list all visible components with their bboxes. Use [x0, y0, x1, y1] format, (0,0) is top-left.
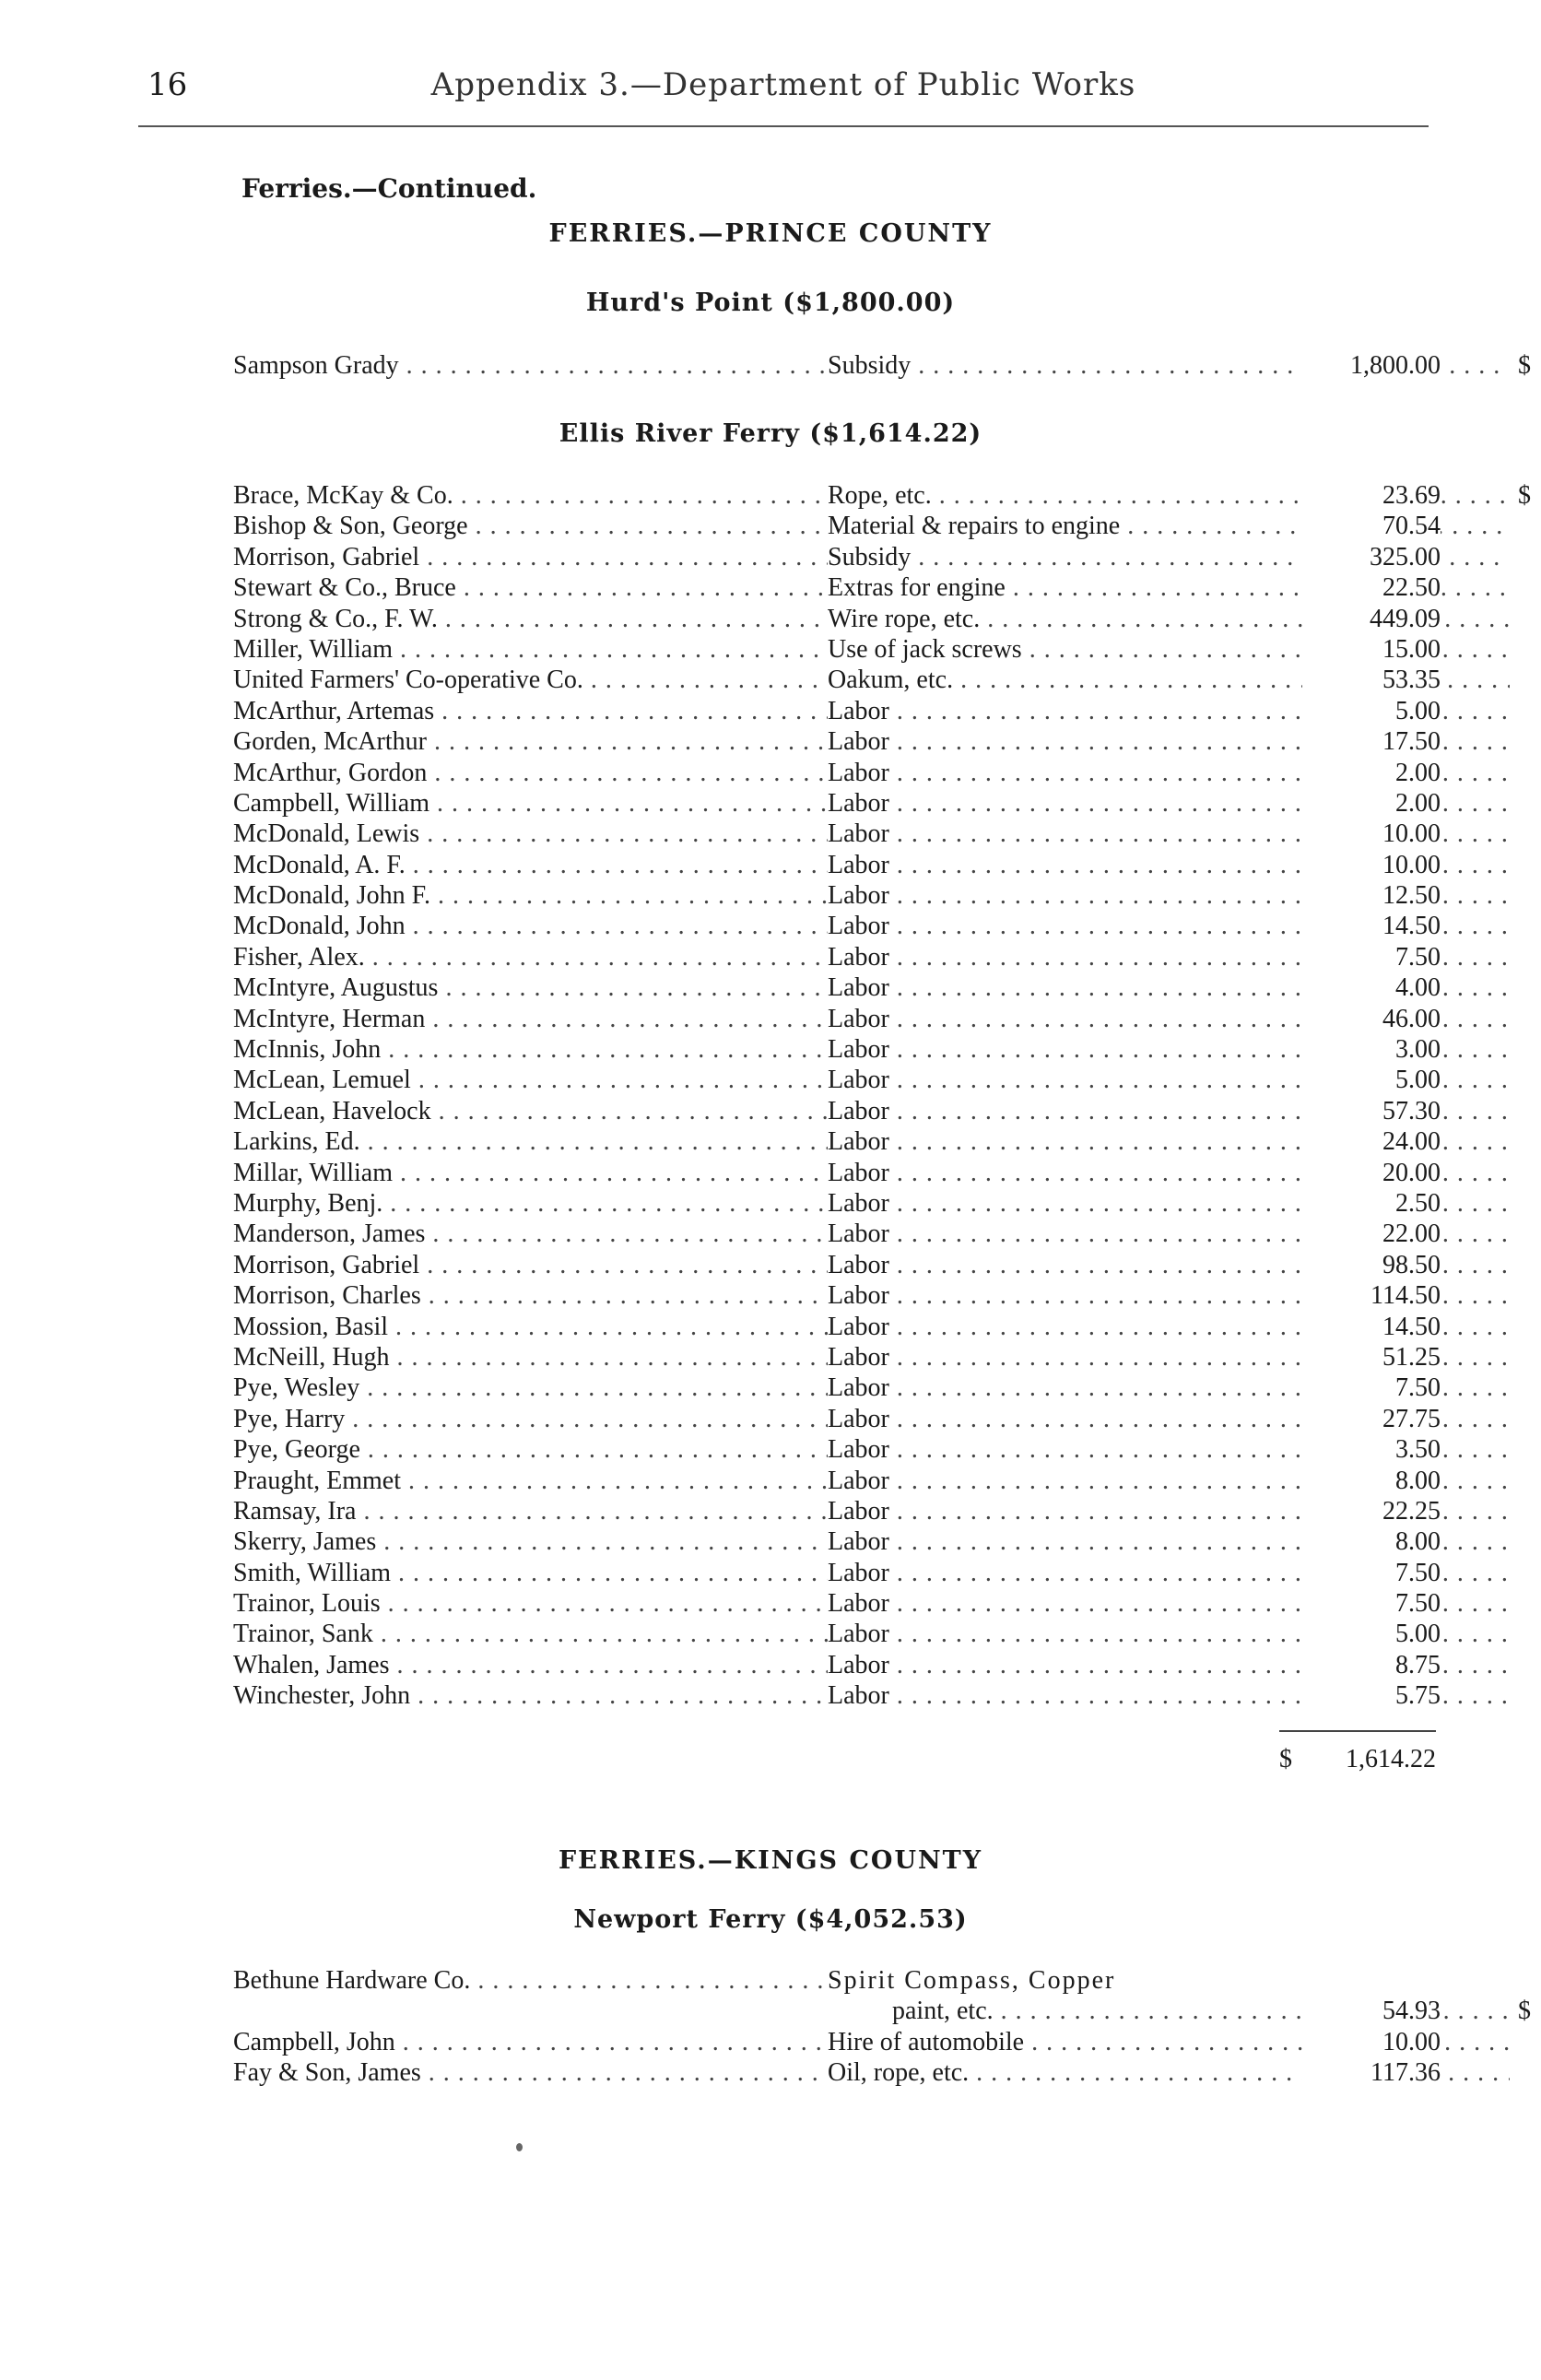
ledger-row [233, 851, 1441, 881]
amount: 7.50 [1302, 943, 1441, 972]
item-description: Labor . . . [828, 1467, 1510, 1496]
item-description: Labor . . . [828, 759, 1510, 788]
item-description: Labor . . . [828, 1313, 1510, 1342]
item-description: Subsidy . . . [828, 543, 1510, 572]
amount: 22.50 [1302, 573, 1441, 603]
payee-name: Winchester, John . . . [233, 1681, 828, 1711]
ledger-row [233, 605, 1441, 635]
amount: 23.69 [1302, 481, 1441, 511]
amount: 325.00 [1302, 543, 1441, 572]
amount: 12.50 [1302, 881, 1441, 911]
amount: 117.36 [1302, 2058, 1441, 2088]
amount: 2.00 [1302, 789, 1441, 819]
payee-name: McNeill, Hugh . . . [233, 1343, 828, 1373]
item-description: Use of jack screws . . . [828, 635, 1510, 665]
page-speck [516, 2143, 523, 2151]
amount: 1,800.00 [1302, 351, 1441, 381]
payee-name: Skerry, James . . . [233, 1527, 828, 1557]
amount: 5.00 [1302, 1066, 1441, 1095]
ledger-row [233, 1066, 1441, 1096]
item-description: Labor . . . [828, 727, 1510, 757]
amount: 22.00 [1302, 1219, 1441, 1249]
running-head: Appendix 3.—Department of Public Works [430, 66, 1136, 103]
ledger-row [233, 512, 1441, 542]
ledger-row [233, 1620, 1441, 1650]
amount: 5.75 [1302, 1681, 1441, 1711]
ledger-row [233, 573, 1441, 604]
item-description: Labor . . . [828, 1373, 1510, 1403]
payee-name: Fay & Son, James . . . [233, 2058, 828, 2088]
payee-name: McDonald, Lewis . . . [233, 819, 828, 849]
item-description-continued: paint, etc. . . . [892, 1997, 1510, 2026]
payee-name: McArthur, Artemas . . . [233, 697, 828, 726]
item-description: Labor . . . [828, 1589, 1510, 1619]
payee-name: Brace, McKay & Co. . . . [233, 481, 828, 511]
amount: 14.50 [1302, 1313, 1441, 1342]
ledger-row [233, 1127, 1441, 1158]
amount: 24.00 [1302, 1127, 1441, 1157]
item-description: Labor . . . [828, 1066, 1510, 1095]
item-description: Labor . . . [828, 1005, 1510, 1034]
ledger-row [233, 1497, 1441, 1527]
ledger-row [233, 2058, 1441, 2089]
payee-name: McLean, Lemuel . . . [233, 1066, 828, 1095]
currency-sign: $ [1514, 351, 1531, 381]
payee-name: McArthur, Gordon . . . [233, 759, 828, 788]
amount: 4.00 [1302, 973, 1441, 1003]
item-description: Labor . . . [828, 1497, 1510, 1526]
item-description: Labor . . . [828, 1651, 1510, 1680]
ledger-row [233, 635, 1441, 666]
amount: 53.35 [1302, 666, 1441, 695]
item-description: Rope, etc. . . . [828, 481, 1510, 511]
ledger-row [233, 1005, 1441, 1035]
amount: 7.50 [1302, 1589, 1441, 1619]
item-description: Labor . . . [828, 1343, 1510, 1373]
ledger-row [233, 481, 1531, 512]
item-description: Labor . . . [828, 1681, 1510, 1711]
ledger-row [233, 1966, 1441, 1997]
amount: 449.09 [1302, 605, 1441, 634]
amount: 10.00 [1302, 819, 1441, 849]
item-description: Labor . . . [828, 973, 1510, 1003]
payee-name: Pye, Wesley . . . [233, 1373, 828, 1403]
subsection-title-hurds-point: Hurd's Point ($1,800.00) [585, 289, 956, 317]
amount: 5.00 [1302, 697, 1441, 726]
ledger-row [233, 1651, 1441, 1681]
item-description: Oakum, etc. . . . [828, 666, 1510, 695]
amount: 8.00 [1302, 1467, 1441, 1496]
payee-name: McDonald, John . . . [233, 912, 828, 941]
item-description: Labor . . . [828, 1435, 1510, 1465]
payee-name: Praught, Emmet . . . [233, 1467, 828, 1496]
item-description: Labor . . . [828, 1251, 1510, 1280]
ellis-river-entries [233, 481, 1531, 1713]
ledger-row [233, 1589, 1441, 1620]
ledger-row [233, 1251, 1441, 1281]
payee-name: McLean, Havelock . . . [233, 1097, 828, 1126]
ledger-row [233, 1281, 1441, 1312]
amount: 10.00 [1302, 2028, 1441, 2057]
payee-name: Pye, George . . . [233, 1435, 828, 1465]
amount: 2.50 [1302, 1189, 1441, 1219]
amount: 51.25 [1302, 1343, 1441, 1373]
item-description: Labor . . . [828, 789, 1510, 819]
payee-name: Gorden, McArthur . . . [233, 727, 828, 757]
item-description: Labor . . . [828, 912, 1510, 941]
section-title-prince-county: FERRIES.—PRINCE COUNTY [548, 219, 993, 248]
payee-name: McInnis, John . . . [233, 1035, 828, 1065]
item-description: Wire rope, etc. . . . [828, 605, 1510, 634]
payee-name: Manderson, James . . . [233, 1219, 828, 1249]
item-description: Hire of automobile . . . [828, 2028, 1510, 2057]
item-description: Labor . . . [828, 1159, 1510, 1188]
payee-name: Bethune Hardware Co. . . . [233, 1966, 828, 1996]
amount: 114.50 [1302, 1281, 1441, 1311]
payee-name: Larkins, Ed. . . . [233, 1127, 828, 1157]
item-description: Labor . . . [828, 1559, 1510, 1588]
item-description: Labor . . . [828, 1035, 1510, 1065]
amount: 98.50 [1302, 1251, 1441, 1280]
item-description: Labor . . . [828, 881, 1510, 911]
ledger-row [233, 1313, 1441, 1343]
item-description: Labor . . . [828, 819, 1510, 849]
payee-name: Campbell, William . . . [233, 789, 828, 819]
hurds-point-entries [233, 351, 1531, 382]
payee-name: Morrison, Gabriel . . . [233, 1251, 828, 1280]
amount: 8.75 [1302, 1651, 1441, 1680]
payee-name: United Farmers' Co-operative Co. . . . [233, 666, 828, 695]
payee-name: Mossion, Basil . . . [233, 1313, 828, 1342]
item-description: Oil, rope, etc. . . . [828, 2058, 1510, 2088]
item-description: Subsidy . . . [828, 351, 1510, 381]
item-description: Labor . . . [828, 1219, 1510, 1249]
item-description: Labor . . . [828, 1097, 1510, 1126]
payee-name: Ramsay, Ira . . . [233, 1497, 828, 1526]
amount: 8.00 [1302, 1527, 1441, 1557]
ledger-row [233, 1189, 1441, 1219]
item-description: Labor . . . [828, 1620, 1510, 1649]
amount: 3.50 [1302, 1435, 1441, 1465]
ledger-row [233, 881, 1441, 912]
payee-name: Whalen, James . . . [233, 1651, 828, 1680]
payee-name: McIntyre, Augustus . . . [233, 973, 828, 1003]
payee-name: Strong & Co., F. W. . . . [233, 605, 828, 634]
amount: 2.00 [1302, 759, 1441, 788]
amount: 22.25 [1302, 1497, 1441, 1526]
payee-name: McDonald, John F. . . . [233, 881, 828, 911]
section-title-kings-county: FERRIES.—KINGS COUNTY [558, 1846, 983, 1875]
item-description: Labor . . . [828, 1405, 1510, 1434]
amount: 27.75 [1302, 1405, 1441, 1434]
page-header [147, 65, 1419, 111]
item-description: Labor . . . [828, 1527, 1510, 1557]
page-number: 16 [147, 66, 188, 103]
total-rule [1279, 1730, 1436, 1732]
total-currency: $ [1279, 1745, 1292, 1773]
ledger-row [233, 1527, 1441, 1558]
ledger-row [233, 943, 1441, 973]
currency-sign: $ [1514, 1997, 1531, 2026]
amount: 54.93 [1302, 1997, 1441, 2026]
payee-name: Morrison, Gabriel . . . [233, 543, 828, 572]
ledger-row [233, 1159, 1441, 1189]
amount: 5.00 [1302, 1620, 1441, 1649]
payee-name: Morrison, Charles . . . [233, 1281, 828, 1311]
amount: 46.00 [1302, 1005, 1441, 1034]
ledger-row [233, 1435, 1441, 1466]
item-description: Labor . . . [828, 1127, 1510, 1157]
amount: 20.00 [1302, 1159, 1441, 1188]
ledger-row [233, 351, 1531, 382]
continued-label: Ferries.—Continued. [241, 173, 537, 204]
ledger-row [233, 912, 1441, 942]
amount: 17.50 [1302, 727, 1441, 757]
payee-name: Stewart & Co., Bruce . . . [233, 573, 828, 603]
amount: 15.00 [1302, 635, 1441, 665]
ledger-row [233, 973, 1441, 1004]
ledger-row-continuation [233, 1997, 1531, 2027]
ledger-row [233, 543, 1441, 573]
ledger-row [233, 759, 1441, 789]
header-rule [138, 125, 1429, 127]
ledger-row [233, 789, 1441, 819]
payee-name: McIntyre, Herman . . . [233, 1005, 828, 1034]
ledger-row [233, 1343, 1441, 1373]
payee-name: McDonald, A. F. . . . [233, 851, 828, 880]
ledger-row [233, 1219, 1441, 1250]
payee-name: Millar, William . . . [233, 1159, 828, 1188]
ledger-row [233, 727, 1441, 758]
amount: 3.00 [1302, 1035, 1441, 1065]
item-description: Labor . . . [828, 1281, 1510, 1311]
amount: 10.00 [1302, 851, 1441, 880]
item-description: Labor . . . [828, 943, 1510, 972]
ledger-row [233, 1681, 1441, 1712]
amount: 57.30 [1302, 1097, 1441, 1126]
payee-name: Sampson Grady . . . [233, 351, 828, 381]
ledger-row [233, 1373, 1441, 1404]
amount: 7.50 [1302, 1559, 1441, 1588]
ledger-row [233, 1405, 1441, 1435]
item-description: Labor . . . [828, 851, 1510, 880]
newport-ferry-entries [233, 1966, 1531, 2090]
amount: 14.50 [1302, 912, 1441, 941]
payee-name: Murphy, Benj. . . . [233, 1189, 828, 1219]
item-description: Labor . . . [828, 1189, 1510, 1219]
subsection-title-ellis-river: Ellis River Ferry ($1,614.22) [559, 419, 982, 448]
payee-name: Fisher, Alex. . . . [233, 943, 828, 972]
payee-name: Trainor, Louis . . . [233, 1589, 828, 1619]
amount: 7.50 [1302, 1373, 1441, 1403]
payee-name: Bishop & Son, George . . . [233, 512, 828, 541]
item-description: Material & repairs to engine . . . [828, 512, 1510, 541]
ledger-row [233, 697, 1441, 727]
payee-name: Smith, William . . . [233, 1559, 828, 1588]
ledger-row [233, 1559, 1441, 1589]
currency-sign: $ [1514, 481, 1531, 511]
payee-name: Trainor, Sank . . . [233, 1620, 828, 1649]
ledger-row [233, 1467, 1441, 1497]
payee-name: Pye, Harry . . . [233, 1405, 828, 1434]
ledger-row [233, 2028, 1441, 2058]
item-description: Labor . . . [828, 697, 1510, 726]
item-description: Extras for engine . . . [828, 573, 1510, 603]
subsection-title-newport-ferry: Newport Ferry ($4,052.53) [573, 1905, 968, 1934]
payee-name: Miller, William . . . [233, 635, 828, 665]
total-amount: 1,614.22 [1346, 1745, 1436, 1773]
ledger-row [233, 1035, 1441, 1066]
ledger-row [233, 819, 1441, 850]
ledger-row [233, 1097, 1441, 1127]
ledger-row [233, 666, 1441, 696]
amount: 70.54 [1302, 512, 1441, 541]
payee-name: Campbell, John . . . [233, 2028, 828, 2057]
item-description: Spirit Compass, Copper [828, 1966, 1116, 1995]
